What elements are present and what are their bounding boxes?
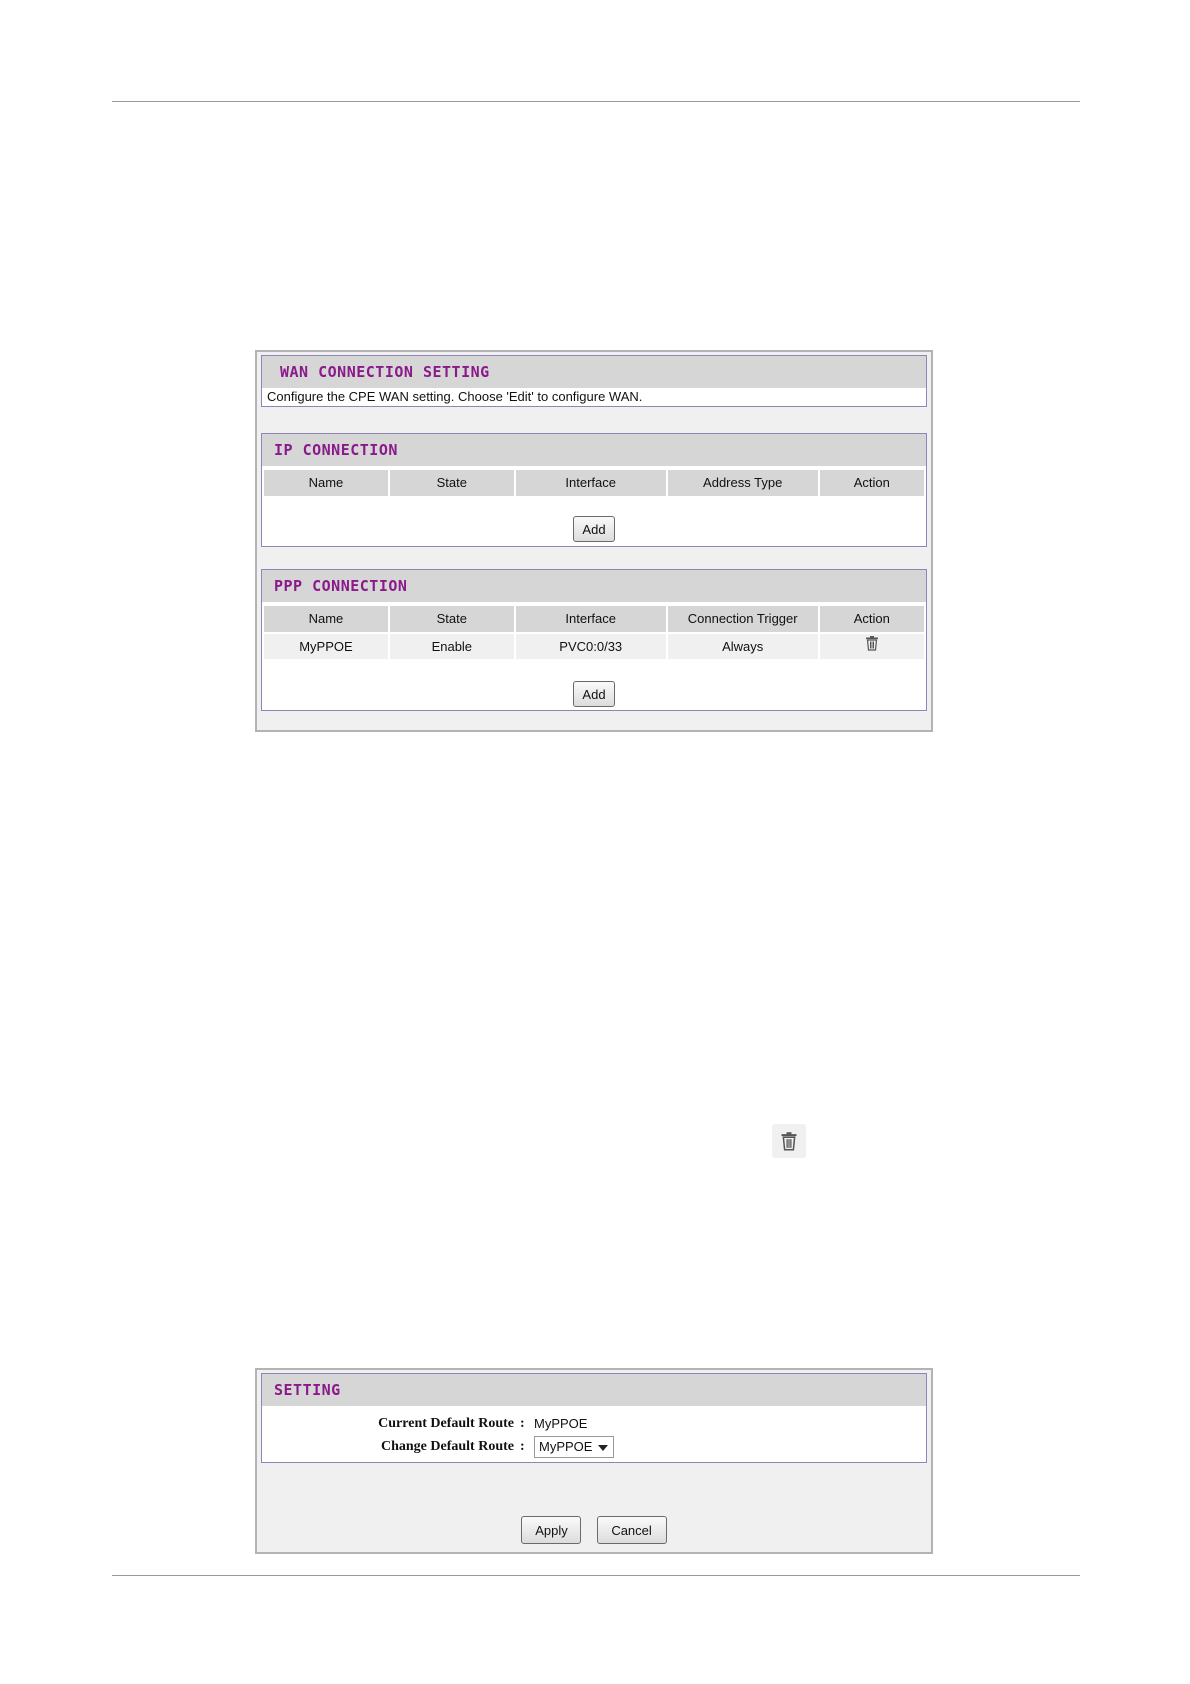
wan-connection-setting-title: WAN CONNECTION SETTING [262, 356, 926, 388]
trash-icon[interactable] [864, 635, 880, 658]
ip-connection-table [262, 468, 926, 498]
ppp-row-action [820, 634, 924, 659]
ppp-row-name: MyPPOE [264, 634, 388, 659]
current-default-route-label: Current Default Route [378, 1416, 514, 1431]
ppp-col-name: Name [264, 606, 388, 632]
ip-col-address-type: Address Type [668, 470, 818, 496]
current-default-route-value: MyPPOE [534, 1416, 588, 1431]
ppp-connection-title: PPP CONNECTION [262, 570, 926, 602]
ip-col-action: Action [820, 470, 924, 496]
change-default-route-label: Change Default Route [381, 1439, 514, 1454]
change-default-route-selected: MyPPOE [539, 1439, 593, 1454]
wan-connection-description: Configure the CPE WAN setting. Choose 'Edit' to configure WAN. [267, 389, 643, 404]
ppp-row-interface: PVC0:0/33 [516, 634, 666, 659]
ppp-row-trigger: Always [668, 634, 818, 659]
chevron-down-icon [598, 1445, 608, 1451]
ppp-row-state: Enable [390, 634, 514, 659]
ppp-col-connection-trigger: Connection Trigger [668, 606, 818, 632]
separator: : [520, 1439, 525, 1454]
change-default-route-row [262, 1435, 926, 1458]
setting-section [261, 1373, 927, 1463]
apply-button[interactable]: Apply [521, 1516, 581, 1544]
ip-col-interface: Interface [516, 470, 666, 496]
ip-col-name: Name [264, 470, 388, 496]
ppp-connection-section [261, 569, 927, 711]
ip-connection-section [261, 433, 927, 547]
current-default-route-row [262, 1412, 926, 1435]
separator: : [520, 1416, 525, 1431]
ppp-col-state: State [390, 606, 514, 632]
table-row [264, 634, 924, 659]
trash-icon [772, 1124, 806, 1158]
setting-title: SETTING [262, 1374, 926, 1406]
ip-connection-title: IP CONNECTION [262, 434, 926, 466]
ip-add-button[interactable]: Add [573, 516, 614, 542]
change-default-route-select[interactable] [534, 1436, 614, 1458]
footer-rule [112, 1575, 1080, 1576]
ip-col-state: State [390, 470, 514, 496]
cancel-button[interactable]: Cancel [597, 1516, 667, 1544]
ppp-connection-table [262, 604, 926, 661]
header-rule [112, 101, 1080, 102]
ppp-col-action: Action [820, 606, 924, 632]
ppp-col-interface: Interface [516, 606, 666, 632]
ppp-add-button[interactable]: Add [573, 681, 614, 707]
wan-connection-panel [255, 350, 933, 732]
wan-connection-setting-section [261, 355, 927, 407]
setting-panel [255, 1368, 933, 1554]
